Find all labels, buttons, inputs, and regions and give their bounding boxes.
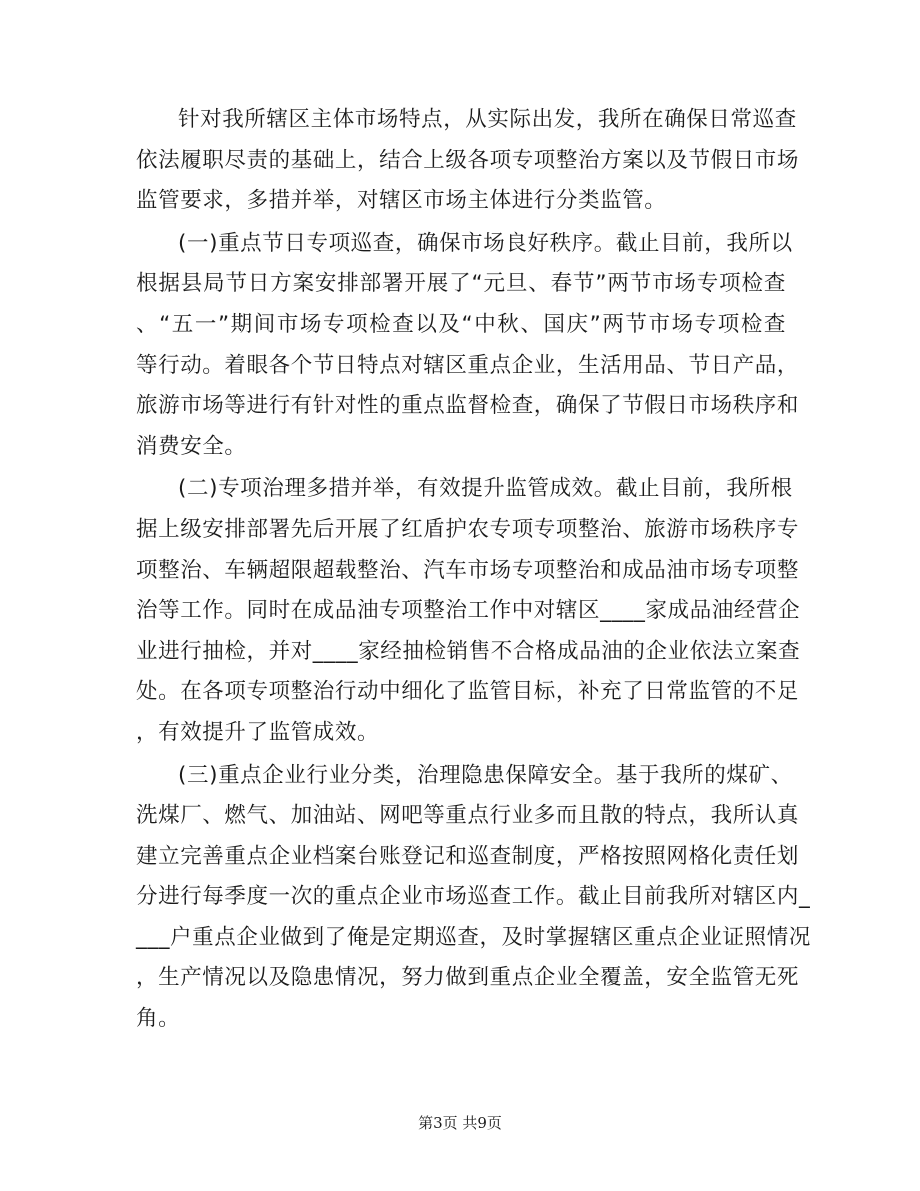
text-line: ，有效提升了监管成效。 bbox=[136, 719, 380, 745]
text-line: 根据县局节日方案安排部署开展了“元旦、春节”两节市场专项检查 bbox=[136, 271, 786, 297]
text-line: 治等工作。同时在成品油专项整治工作中对辖区____家成品油经营企 bbox=[136, 598, 801, 624]
text-line: 据上级安排部署先后开展了红盾护农专项专项整治、旅游市场秩序专 bbox=[136, 516, 800, 542]
text-line: (三)重点企业行业分类，治理隐患保障安全。基于我所的煤矿、 bbox=[178, 762, 793, 788]
text-line: 建立完善重点企业档案台账登记和巡查制度，严格按照网格化责任划 bbox=[136, 843, 800, 869]
paragraph-special-governance bbox=[136, 469, 801, 753]
text-line: (二)专项治理多措并举，有效提升监管成效。截止目前，我所根 bbox=[178, 476, 793, 502]
text-line: 分进行每季度一次的重点企业市场巡查工作。截止目前我所对辖区内_ bbox=[136, 884, 811, 910]
text-line: 角。 bbox=[136, 1006, 181, 1032]
text-line: 针对我所辖区主体市场特点，从实际出发，我所在确保日常巡查 bbox=[178, 107, 797, 132]
text-line: 洗煤厂、燃气、加油站、网吧等重点行业多而且散的特点，我所认真 bbox=[136, 803, 800, 829]
text-line: ，生产情况以及隐患情况，努力做到重点企业全覆盖，安全监管无死 bbox=[136, 965, 800, 991]
paragraph-intro bbox=[136, 100, 800, 222]
text-line: ___户重点企业做到了俺是定期巡查，及时掌握辖区重点企业证照情况 bbox=[136, 924, 811, 950]
text-line: 消费安全。 bbox=[136, 433, 247, 459]
text-line: 处。在各项专项整治行动中细化了监管目标，补充了日常监管的不足 bbox=[136, 679, 800, 705]
paragraph-key-enterprises bbox=[136, 756, 811, 1040]
page-footer: 第3页 共9页 bbox=[418, 1114, 502, 1132]
text-line: 、“五一”期间市场专项检查以及“中秋、国庆”两节市场专项检查 bbox=[136, 311, 786, 337]
text-line: (一)重点节日专项巡查，确保市场良好秩序。截止目前，我所以 bbox=[178, 230, 793, 256]
text-line: 项整治、车辆超限超载整治、汽车市场专项整治和成品油市场专项整 bbox=[136, 557, 800, 583]
text-line: 等行动。着眼各个节日特点对辖区重点企业，生活用品、节日产品， bbox=[136, 352, 800, 378]
text-line: 旅游市场等进行有针对性的重点监督检查，确保了节假日市场秩序和 bbox=[136, 393, 800, 419]
paragraph-holiday-inspection bbox=[136, 224, 800, 468]
text-line: 依法履职尽责的基础上，结合上级各项专项整治方案以及节假日市场 bbox=[136, 147, 800, 173]
text-line: 业进行抽检，并对____家经抽检销售不合格成品油的企业依法立案查 bbox=[136, 638, 801, 664]
text-line: 监管要求，多措并举，对辖区市场主体进行分类监管。 bbox=[136, 188, 667, 214]
document-body bbox=[136, 100, 811, 1040]
